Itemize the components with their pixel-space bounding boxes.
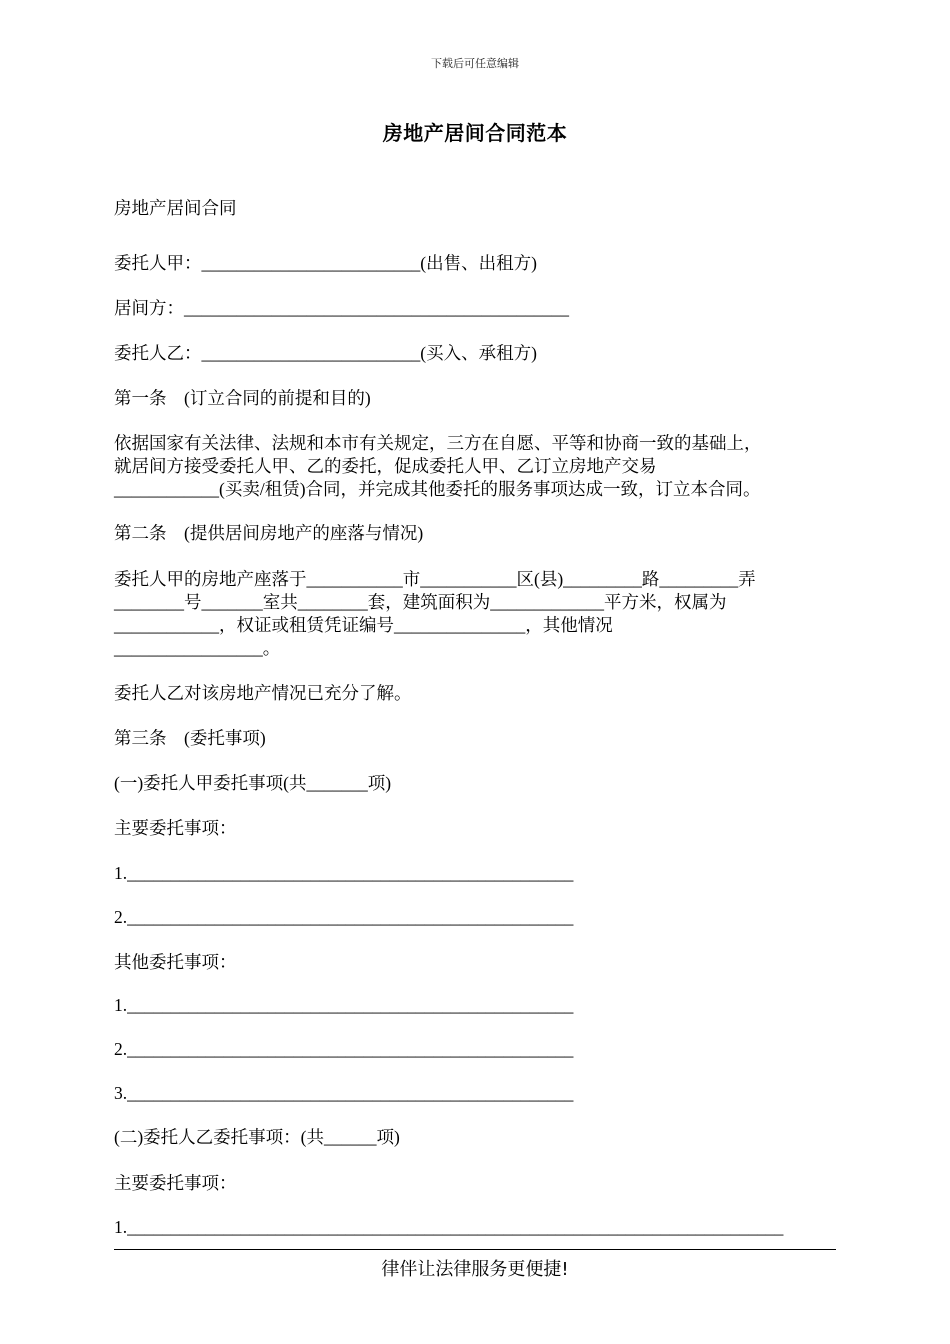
article-2-text-line: _________________。 <box>114 638 281 658</box>
section-1-heading: (一)委托人甲委托事项(共_______项) <box>114 773 392 793</box>
article-2-heading: 第二条 (提供居间房地产的座落与情况) <box>114 523 424 543</box>
main-items-label: 主要委托事项： <box>114 1173 237 1193</box>
understood-statement: 委托人乙对该房地产情况已充分了解。 <box>114 683 412 703</box>
article-1-text-line: 依据国家有关法律、法规和本市有关规定，三方在自愿、平等和协商一致的基础上， <box>114 433 762 453</box>
main-items-label: 主要委托事项： <box>114 818 237 838</box>
article-1-text-line: 就居间方接受委托人甲、乙的委托，促成委托人甲、乙订立房地产交易 <box>114 456 657 476</box>
footer-slogan: 律伴让法律服务更便捷! <box>381 1259 569 1280</box>
header-note: 下载后可任意编辑 <box>431 58 519 70</box>
party-a-field: 委托人甲：_________________________(出售、出租方) <box>114 253 537 273</box>
section-2-heading: (二)委托人乙委托事项：(共______项) <box>114 1127 400 1147</box>
document-title: 房地产居间合同范本 <box>382 121 568 145</box>
main-item-line: 1.___________________________________________________________________________ <box>114 1217 784 1237</box>
other-item-line: 1.___________________________________________________ <box>114 995 574 1015</box>
article-2-text-line: ____________，权证或租赁凭证编号_______________，其他情况 <box>114 615 613 635</box>
other-items-label: 其他委托事项： <box>114 952 237 972</box>
main-item-line: 1.___________________________________________________ <box>114 863 574 883</box>
article-2-text-line: ________号_______室共________套，建筑面积为_____________平方米，权属为 <box>114 592 727 612</box>
article-1-heading: 第一条 (订立合同的前提和目的) <box>114 388 371 408</box>
other-item-line: 3.___________________________________________________ <box>114 1083 574 1103</box>
document-name: 房地产居间合同 <box>114 198 237 218</box>
footer-divider <box>114 1249 836 1250</box>
article-1-text-line: ____________(买卖/租赁)合同，并完成其他委托的服务事项达成一致，订立本合同。 <box>114 479 761 499</box>
article-2-text-line: 委托人甲的房地产座落于___________市___________区(县)_________路_________弄 <box>114 569 756 589</box>
article-3-heading: 第三条 (委托事项) <box>114 728 266 748</box>
party-b-field: 委托人乙：_________________________(买入、承租方) <box>114 343 537 363</box>
other-item-line: 2.___________________________________________________ <box>114 1039 574 1059</box>
intermediary-field: 居间方：____________________________________________ <box>114 298 569 318</box>
main-item-line: 2.___________________________________________________ <box>114 907 574 927</box>
